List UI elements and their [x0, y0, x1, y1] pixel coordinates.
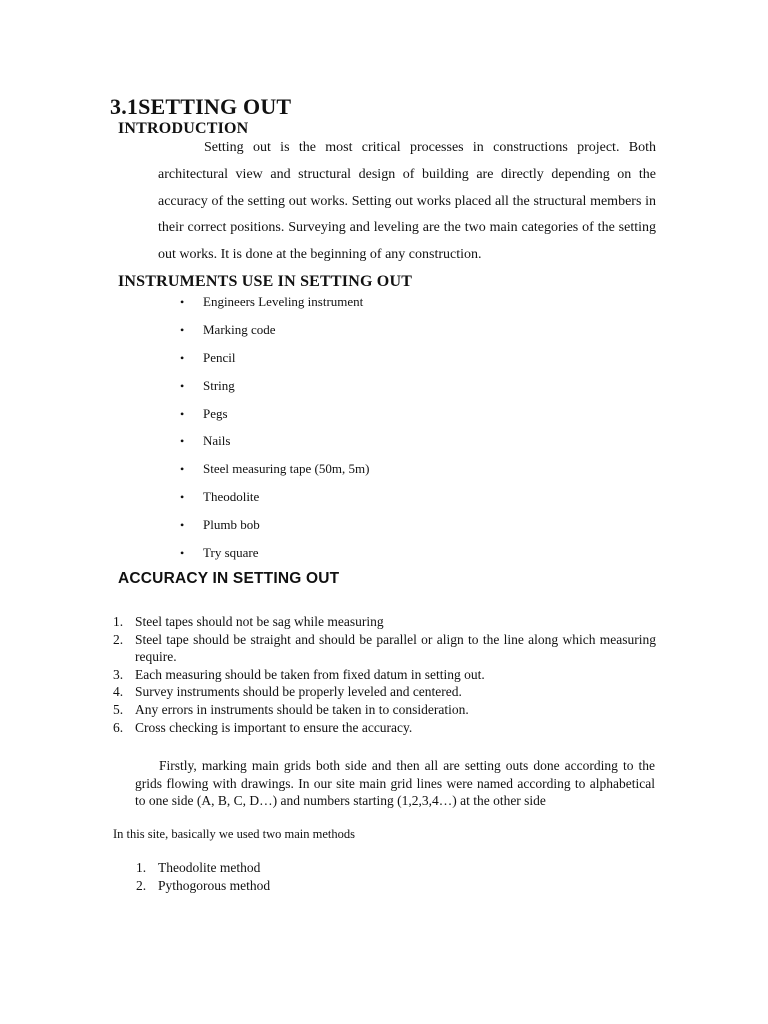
bullet-icon: •	[180, 434, 185, 449]
list-item	[180, 455, 369, 483]
page-title: 3.1SETTING OUT	[110, 94, 292, 119]
list-number: 4.	[113, 684, 124, 700]
list-item	[113, 719, 656, 737]
list-item-text: Steel tape should be straight and should be parallel or align to the line along which measuring require.	[135, 631, 656, 665]
list-number: 3.	[113, 666, 124, 682]
bullet-icon: •	[180, 378, 185, 393]
list-item-text: String	[203, 377, 235, 393]
list-item-text: Steel measuring tape (50m, 5m)	[203, 461, 370, 477]
list-item-text: Any errors in instruments should be taken in to consideration.	[135, 701, 469, 717]
bullet-icon: •	[180, 518, 185, 533]
accuracy-list	[113, 613, 656, 736]
list-item	[180, 316, 369, 344]
methods-list	[136, 859, 270, 894]
list-item	[113, 666, 656, 684]
list-item	[180, 344, 369, 372]
list-item-text: Plumb bob	[203, 517, 260, 533]
bullet-icon: •	[180, 322, 185, 337]
bullet-icon: •	[180, 490, 185, 505]
list-item	[180, 427, 369, 455]
bullet-icon: •	[180, 462, 185, 477]
list-item-text: Try square	[203, 545, 259, 561]
instruments-heading: INSTRUMENTS USE IN SETTING OUT	[118, 273, 413, 290]
list-item-text: Pythogorous method	[158, 877, 271, 893]
list-item	[180, 400, 369, 428]
list-item-text: Theodolite	[203, 489, 260, 505]
list-number: 6.	[113, 719, 124, 735]
introduction-heading: INTRODUCTION	[118, 120, 249, 137]
introduction-text: Setting out is the most critical processes in constructions project. Both architectural view and structural design of building are directly depending on the accuracy of the setting out works. Setting out works placed all the structural members in their correct positions. Surveying and leveling are the two main categories of the setting out works. It is done at the beginning of any construction.	[158, 140, 656, 263]
list-item	[136, 859, 270, 877]
methods-intro: In this site, basically we used two main methods	[113, 827, 355, 841]
list-item-text: Pencil	[203, 349, 236, 365]
list-item	[136, 877, 270, 895]
introduction-paragraph	[158, 135, 656, 269]
list-item	[180, 539, 369, 567]
list-item-text: Theodolite method	[158, 860, 261, 875]
list-item-text: Each measuring should be taken from fixed datum in setting out.	[135, 666, 485, 682]
list-item-text: Survey instruments should be properly leveled and centered.	[135, 684, 462, 700]
grid-paragraph	[135, 757, 655, 810]
list-item	[180, 483, 369, 511]
list-item-text: Pegs	[203, 405, 228, 421]
list-item	[113, 683, 656, 701]
list-number: 2.	[113, 631, 124, 647]
bullet-icon: •	[180, 295, 185, 309]
list-item-text: Cross checking is important to ensure the accuracy.	[135, 719, 413, 735]
list-number: 1.	[113, 614, 124, 629]
list-item	[113, 631, 656, 666]
list-item	[113, 701, 656, 719]
list-number: 5.	[113, 701, 124, 717]
instruments-list	[180, 288, 369, 567]
accuracy-heading: ACCURACY IN SETTING OUT	[118, 570, 340, 587]
list-item-text: Engineers Leveling instrument	[203, 294, 364, 309]
list-item-text: Steel tapes should not be sag while measuring	[135, 614, 384, 629]
list-item-text: Nails	[203, 433, 231, 449]
bullet-icon: •	[180, 350, 185, 365]
list-item	[113, 613, 656, 631]
list-number: 1.	[136, 860, 147, 875]
list-item	[180, 372, 369, 400]
list-item-text: Marking code	[203, 321, 276, 337]
list-item	[180, 511, 369, 539]
bullet-icon: •	[180, 546, 185, 561]
list-item	[180, 288, 369, 316]
bullet-icon: •	[180, 406, 185, 421]
list-number: 2.	[136, 877, 147, 893]
grid-paragraph-text: Firstly, marking main grids both side and then all are setting outs done according to the grids flowing with drawings. In our site main grid lines were named according to alphabetical to one side (A, B, C, D…) and numbers starting (1,2,3,4…) at the other side	[135, 758, 655, 809]
